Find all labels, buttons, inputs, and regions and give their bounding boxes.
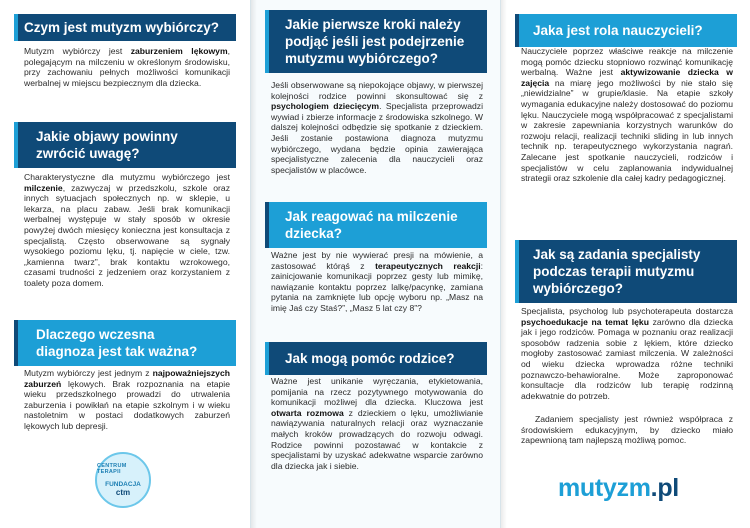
heading-react-silence: Jak reagować na milczenie dziecka? (265, 202, 487, 248)
paragraph-parents-help: Ważne jest unikanie wyręczania, etykietowania, pomijania na rzecz pozytywnego motywowania do komunikacji możliwej dla dziecka. Kluczowa jest otwarta rozmowa z dzieckiem o lęku, umożliwianie nawiązywania naturalnych relacji oraz wyznaczanie małych kroków prowadzących do rozwoju odwagi. Rodzice powinni pozostawać w kontakcie z specjalistami by uzyskać adekwatne wsparcie zarówno dla dziecka jak i siebie. (271, 376, 483, 471)
heading-specialist-tasks: Jak są zadania specjalisty podczas terapii mutyzmu wybiórczego? (515, 240, 737, 303)
paragraph-what-is: Mutyzm wybiórczy jest zaburzeniem lękowym, polegającym na milczeniu w określonym środowisku, przy zachowaniu pełnych możliwości komunikacji werbalnej w miejscu bezpiecznym dla dziecka. (24, 46, 230, 88)
paragraph-specialist-cooperation: Zadaniem specjalisty jest również współpraca z środowiskiem edukacyjnym, by dziecko miało zapewnioną tam najlepszą możliwą pomoc. (521, 414, 733, 446)
heading-early-diagnosis: Dlaczego wczesna diagnoza jest tak ważna? (14, 320, 236, 366)
heading-parents-help: Jak mogą pomóc rodzice? (265, 342, 487, 375)
brand-link[interactable]: mutyzm.pl (558, 474, 679, 502)
paragraph-first-steps: Jeśli obserwowane są niepokojące objawy, w pierwszej kolejności rodzice powinni skonsultować się z psychologiem dziecięcym. Specjalista przeprowadzi wywiad i zbierze informacje z środowiska szkolnego. W dalszej kolejności odbędzie się spotkanie z dzieckiem. Jeśli zostanie postawiona diagnoza mutyzmu wybiórczego, wydana będzie opinia zawierająca specjalistyczne zalecenia dla nauczycieli oraz specjalistów w placówce. (271, 80, 483, 175)
panel-right (500, 0, 750, 528)
heading-first-steps: Jakie pierwsze kroki należy podjąć jeśli jest podejrzenie mutyzmu wybiórczego? (265, 10, 487, 73)
paragraph-early-diagnosis: Mutyzm wybiórczy jest jednym z najpoważniejszych zaburzeń lękowych. Brak rozpoznania na etapie wieku przedszkolnego prowadzi do utrwalenia zaburzenia i powikłań na etapie szkolnym i w wieku nastoletnim w postaci dodatkowych zaburzeń lękowych lub depresji. (24, 368, 230, 431)
panel-middle (250, 0, 500, 528)
paragraph-react-silence: Ważne jest by nie wywierać presji na mówienie, a zastosować którąś z terapeutycznych reakcji: zainicjowanie komunikacji poprzez gesty lub mimikę, nawiązanie kontaktu poprzez lalkę/pacynkę, zamiana pytania na zamknięte lub opcję wyboru np. „Masz na imię Jaś czy Staś?”, „Masz 5 lat czy 8”? (271, 250, 483, 313)
heading-what-is: Czym jest mutyzm wybiórczy? (14, 14, 236, 41)
heading-teachers-role: Jaka jest rola nauczycieli? (515, 14, 737, 47)
panel-left (0, 0, 250, 528)
paragraph-teachers-role: Nauczyciele poprzez właściwe reakcje na milczenie mogą pomóc dziecku stopniowo rozwinąć komunikację werbalną. Ważne jest aktywizowanie dziecka w zajęcia na miarę jego możliwości by nie stało się „niewidzialne” w grupie/klasie. Na etapie szkoły wymagania edukacyjne należy dostosować do poziomu lęku. Nauczyciele mogą współpracować z specjalistami w zakresie zapewniania korzystnych warunków do rozwoju relacji, realizacji techniki sliding in lub innych technik np. terapeutycznego wykorzystania nagrań. Zalecane jest spotkanie nauczycieli, rodziców i specjalistów w celu zaplanowania indywidualnej strategii oraz szkolenie dla całej kadry pedagogicznej. (521, 46, 733, 184)
paragraph-symptoms: Charakterystyczne dla mutyzmu wybiórczego jest milczenie, zazwyczaj w przedszkolu, szkole oraz innych sytuacjach społecznych np. w sklepie, u lekarza, na placu zabaw. Jeśli brak komunikacji werbalnej występuje w stały sposób w okresie powyżej dwóch miesięcy konieczna jest konsultacja z specjalistą. Często obserwowane są sygnały wysokiego poziomu lęku, tj. napięcie w ciele, tzw. „kamienna twarz”, brak kontaktu wzrokowego, czasami trudności z jedzeniem oraz korzystaniem z toalety poza domem. (24, 172, 230, 288)
heading-symptoms: Jakie objawy powinny zwrócić uwagę? (14, 122, 236, 168)
paragraph-specialist-tasks: Specjalista, psycholog lub psychoterapeuta dostarcza psychoedukacje na temat lęku zarówno dla dziecka jak i jego rodziców. Pomaga w poznaniu oraz realizacji sposobów radzenia sobie z lękiem, które dziecko mogłoby zastosować zamiast milczenia. W zależności od wieku dziecka wprowadza różne techniki poznawczo-behawioralne. Może zaproponować konsultacje dla rodziców lub terapię rodzinną adekwatnie do potrzeb. (521, 306, 733, 401)
foundation-logo: CENTRUM TERAPII FUNDACJA ctm (95, 452, 151, 508)
